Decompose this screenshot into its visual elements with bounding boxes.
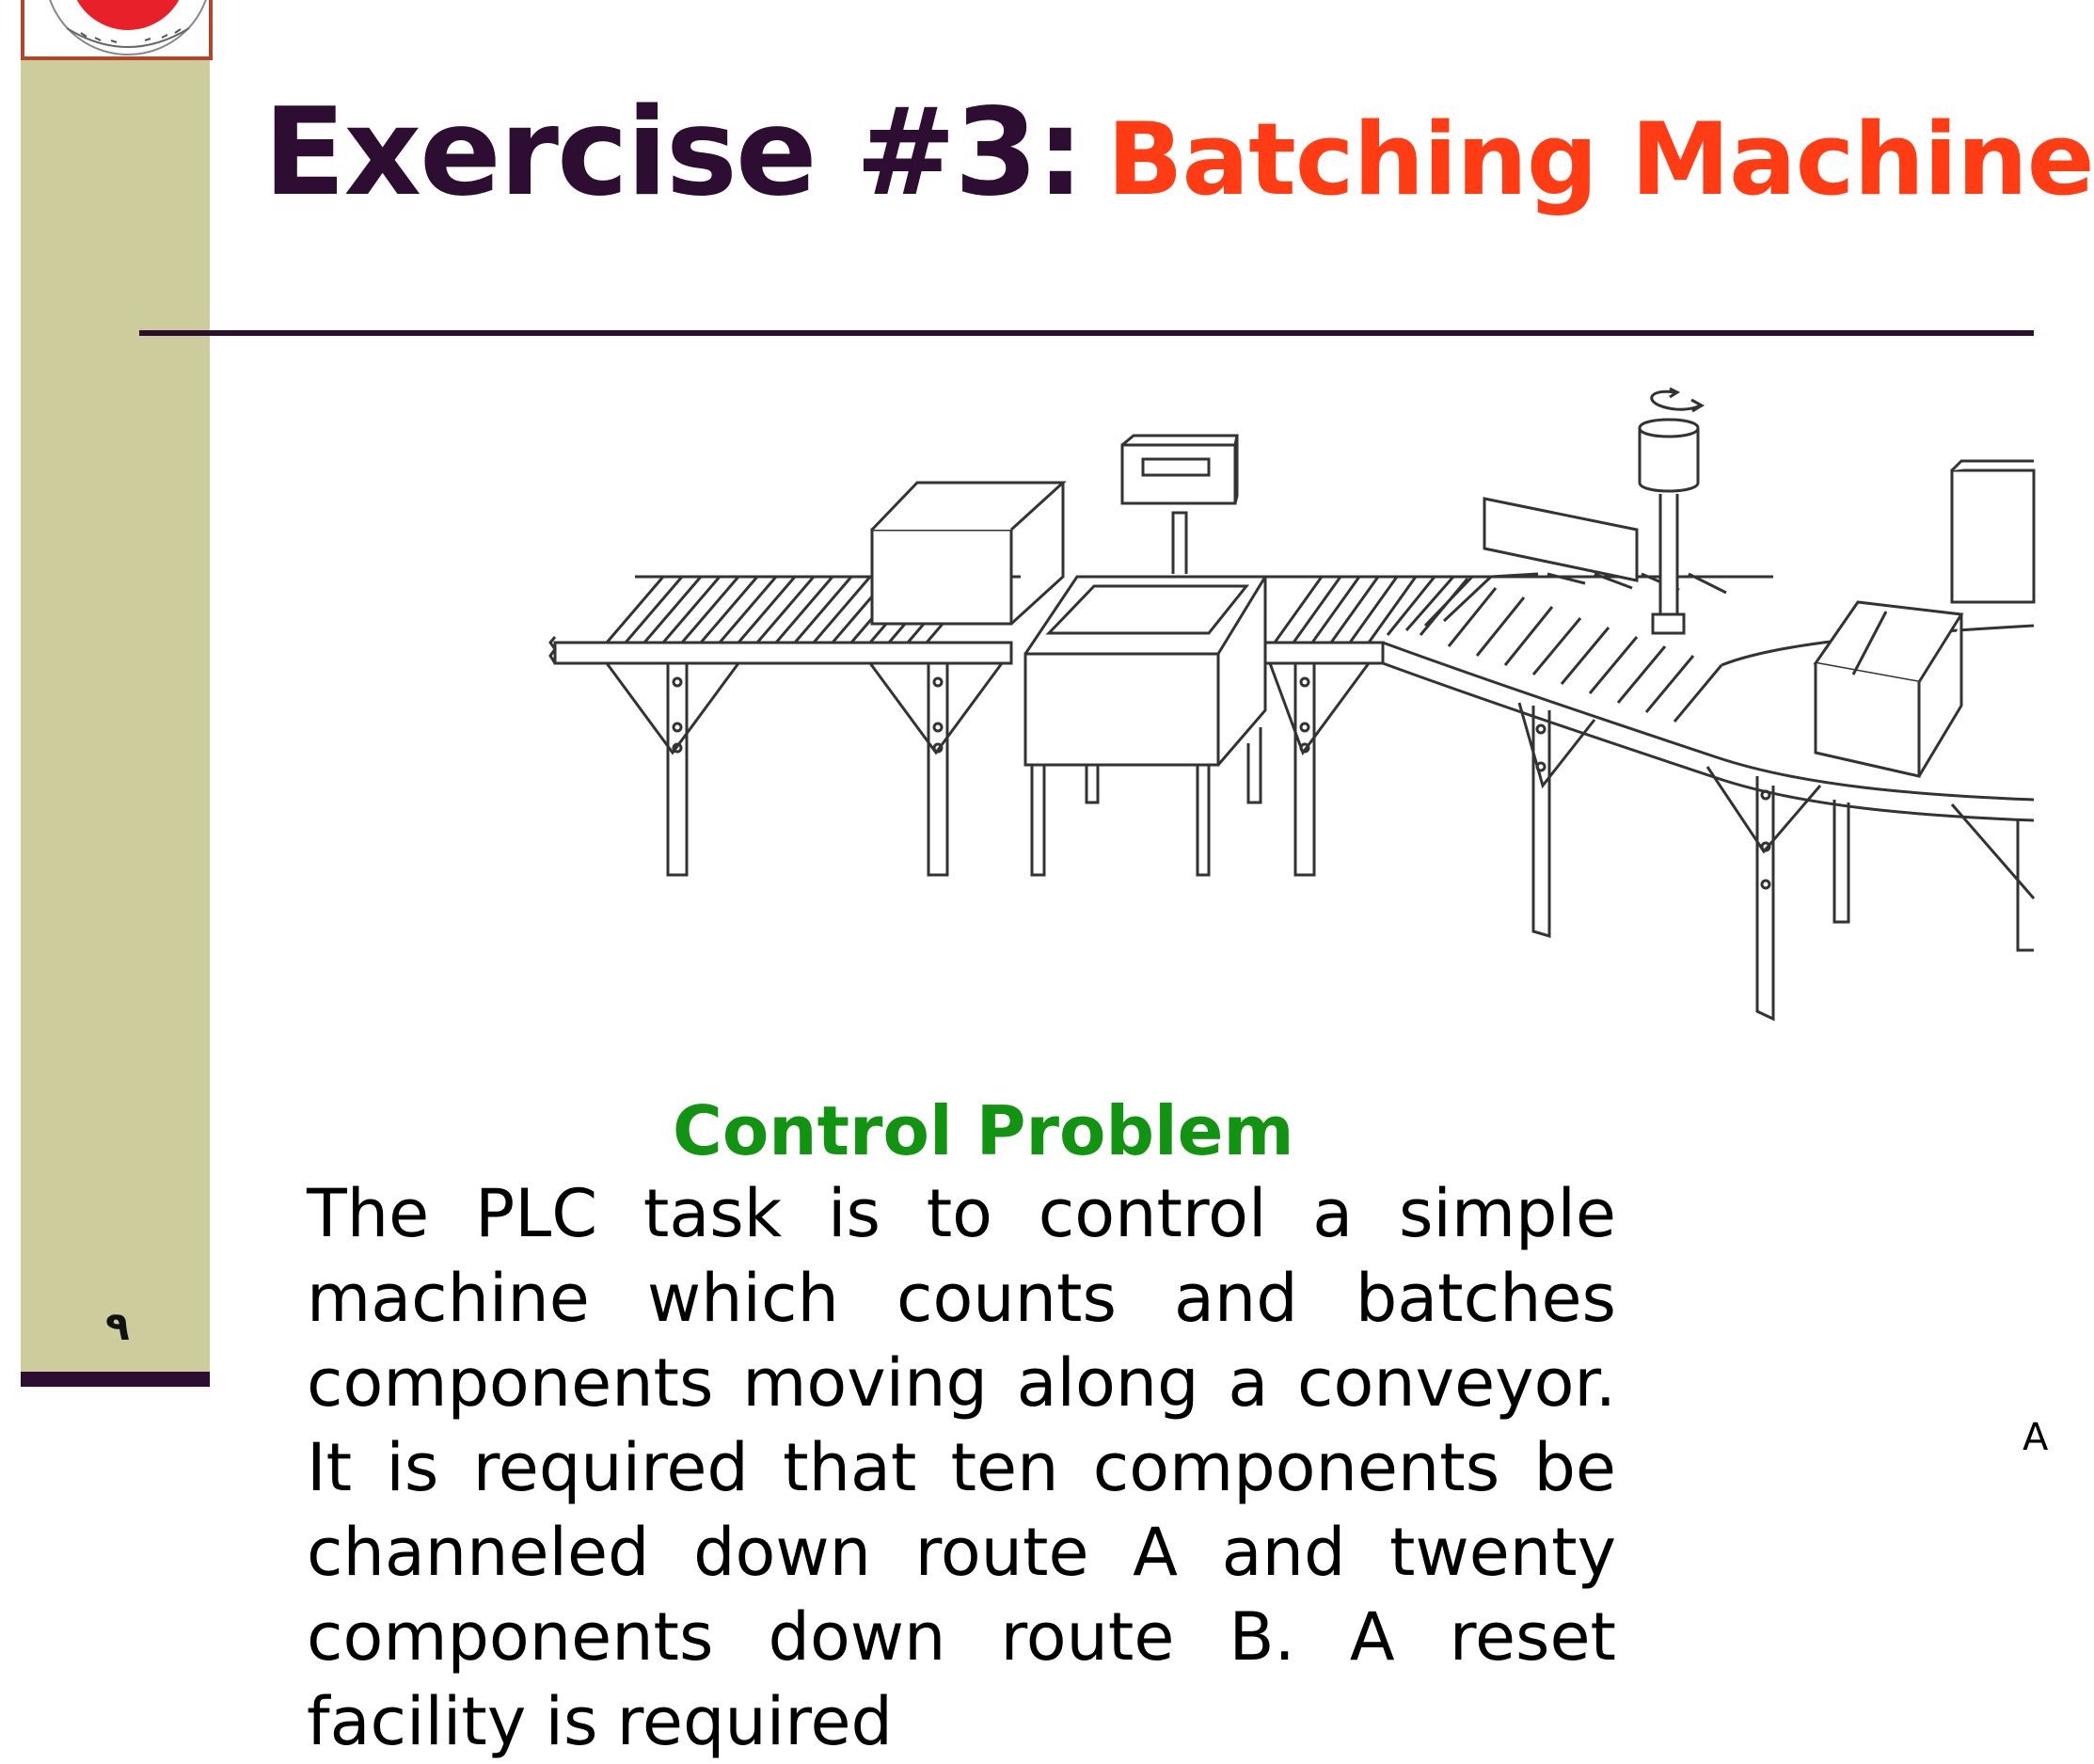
logo-frame	[21, 0, 213, 60]
conveyor-illustration	[550, 372, 2034, 1049]
box-left	[872, 483, 1063, 624]
section-heading: Control Problem	[673, 1091, 1294, 1170]
slide-page-number: ٩	[105, 1303, 130, 1349]
diverter	[1484, 420, 1698, 633]
clipped-edge-text: A	[2023, 1416, 2049, 1459]
title-subtitle: Batching Machine	[1106, 102, 2094, 217]
slide-title	[263, 83, 2094, 223]
university-seal-logo	[24, 0, 209, 56]
rotation-arrow-icon	[1652, 389, 1702, 411]
box-far-right	[1952, 461, 2034, 602]
problem-description: The PLC task is to control a simple machine which counts and batches components moving along a conveyor. It is required that ten components be channeled down route A and twenty components down route B. A reset facility is required	[307, 1175, 1616, 1760]
sidebar-bottom-rule	[21, 1372, 210, 1387]
sidebar-band	[21, 0, 210, 1372]
title-divider	[139, 330, 2034, 336]
title-main: Exercise #3:	[263, 83, 1083, 223]
box-right	[1816, 602, 1961, 776]
